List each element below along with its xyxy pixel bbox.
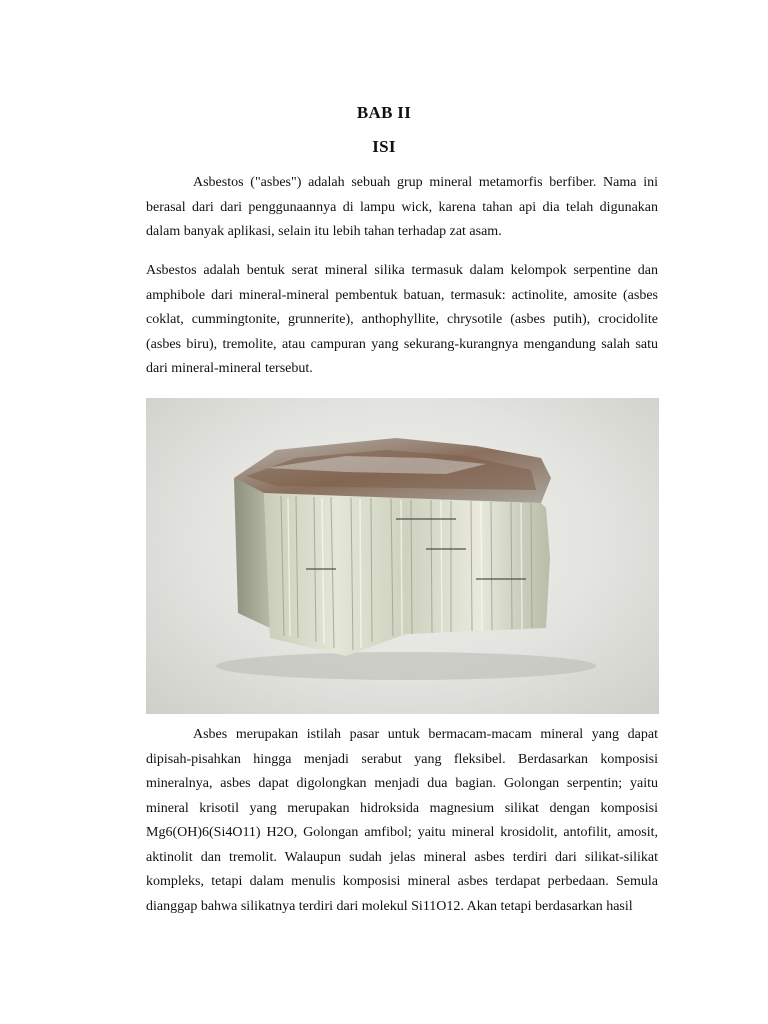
asbestos-rock-illustration — [146, 398, 659, 714]
paragraph-definition: Asbestos adalah bentuk serat mineral silika termasuk dalam kelompok serpentine dan amphibole dari mineral-mineral pembentuk batuan, termasuk: actinolite, amosite (asbes coklat, cummingtonite, grunnerite), anthophyllite, chrysotile (asbes putih), crocidolite (asbes biru), tremolite, atau campuran yang sekurang-kurangnya mengandung salah satu dari mineral-mineral tersebut. — [146, 263, 658, 376]
section-title: ISI — [372, 137, 396, 156]
asbestos-mineral-photo — [146, 398, 659, 714]
chapter-title: BAB II — [356, 103, 412, 122]
paragraph-composition: Asbes merupakan istilah pasar untuk bermacam-macam mineral yang dapat dipisah-pisahkan hingga menjadi serabut yang fleksibel. Berdasarkan komposisi mineralnya, asbes dapat digolongkan menjadi dua bagian. Golongan serpentin; yaitu mineral krisotil yang merupakan hidroksida magnesium silikat dengan komposisi Mg6(OH)6(Si4O11) H2O, Golongan amfibol; yaitu mineral krosidolit, antofilit, amosit, aktinolit dan tremolit. Walaupun sudah jelas mineral asbes terdiri dari silikat-silikat kompleks, tetapi dalam menulis komposisi mineral asbes terdapat perbedaan. Semula dianggap bahwa silikatnya terdiri dari molekul Si11O12. Akan tetapi berdasarkan hasil — [146, 727, 658, 914]
paragraph-intro: Asbestos ("asbes") adalah sebuah grup mineral metamorfis berfiber. Nama ini berasal dari dari penggunaannya di lampu wick, karena tahan api dia telah digunakan dalam banyak aplikasi, selain itu lebih tahan terhadap zat asam. — [146, 175, 658, 239]
